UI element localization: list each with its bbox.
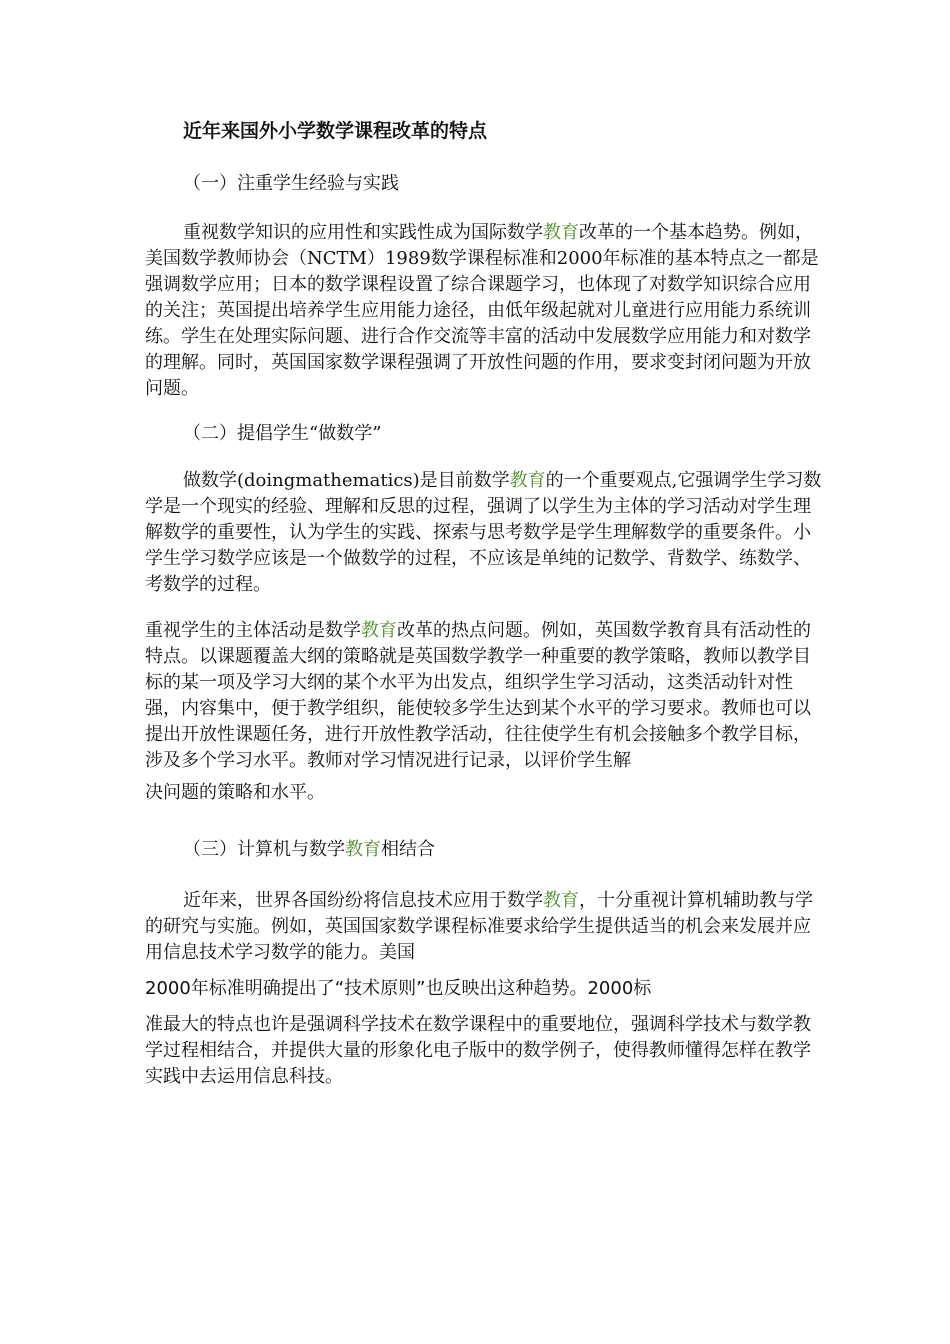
text-run: 做数学(doingmathematics)是目前数学 xyxy=(183,470,510,491)
education-link[interactable]: 教育 xyxy=(543,222,579,243)
education-link[interactable]: 教育 xyxy=(345,839,381,860)
text-run: 的一个重要观点,它强调学生学习数学是一个现实的经验、理解和反思的过程，强调了以学生为主体的学习活动对学生理解数学的重要性，认为学生的实践、探索与思考数学是学生理解数学的重要条件。小学生学习数学应该是一个做数学的过程，不应该是单纯的记数学、背数学、练数学、考数学的过程。 xyxy=(145,470,822,595)
section-3-heading xyxy=(183,838,825,862)
section-3-paragraph-1 xyxy=(145,888,825,966)
document-title: 近年来国外小学数学课程改革的特点 xyxy=(183,120,488,142)
education-link[interactable]: 教育 xyxy=(509,470,546,491)
section-3-paragraph-3: 准最大的特点也许是强调科学技术在数学课程中的重要地位，强调科学技术与数学教学过程相结合，并提供大量的形象化电子版中的数学例子，使得教师懂得怎样在教学实践中去运用信息科技。 xyxy=(145,1014,811,1087)
text-run: 重视数学知识的应用性和实践性成为国际数学 xyxy=(183,222,543,243)
text-run: 近年来，世界各国纷纷将信息技术应用于数学 xyxy=(183,890,543,911)
text-run: 改革的一个基本趋势。例如，美国数学教师协会（NCTM）1989数学课程标准和2000年标准的基本特点之一都是强调数学应用；日本的数学课程设置了综合课题学习，也体现了对数学知识综合应用的关注；英国提出培养学生应用能力途径，由低年级起就对儿童进行应用能力系统训练。学生在处理实际问题、进行合作交流等丰富的活动中发展数学应用能力和对数学的理解。同时，英国国家数学课程强调了开放性问题的作用，要求变封闭问题为开放问题。 xyxy=(145,222,819,399)
text-run: ，十分重视计算机辅助教与学的研究与实施。例如，英国国家数学课程标准要求给学生提供适当的机会来发展并应用信息技术学习数学的能力。美国 xyxy=(145,890,813,963)
section-2-heading: （二）提倡学生“做数学” xyxy=(183,423,382,444)
education-link[interactable]: 教育 xyxy=(361,620,397,641)
text-run: 改革的热点问题。例如，英国数学教育具有活动性的特点。以课题覆盖大纲的策略就是英国数学教学一种重要的教学策略，教师以教学目标的某一项及学习大纲的某个水平为出发点，组织学生学习活动，这类活动针对性强，内容集中，便于教学组织，能使较多学生达到某个水平的学习要求。教师也可以提出开放性课题任务，进行开放性教学活动，往往使学生有机会接触多个教学目标，涉及多个学习水平。教师对学习情况进行记录，以评价学生解 xyxy=(145,620,811,771)
document-page xyxy=(145,118,825,1090)
text-run: 重视学生的主体活动是数学 xyxy=(145,620,361,641)
heading-run: 相结合 xyxy=(381,839,435,860)
section-3-paragraph-2: 2000年标准明确提出了“技术原则”也反映出这种趋势。2000标 xyxy=(145,978,652,999)
education-link[interactable]: 教育 xyxy=(543,890,579,911)
section-2-paragraph-1 xyxy=(145,468,825,598)
section-1-paragraph xyxy=(145,220,825,402)
section-2-paragraph-2-continued: 决问题的策略和水平。 xyxy=(145,782,325,803)
section-2-paragraph-2 xyxy=(145,618,825,774)
heading-run: （三）计算机与数学 xyxy=(183,839,345,860)
section-1-heading: （一）注重学生经验与实践 xyxy=(183,173,399,194)
